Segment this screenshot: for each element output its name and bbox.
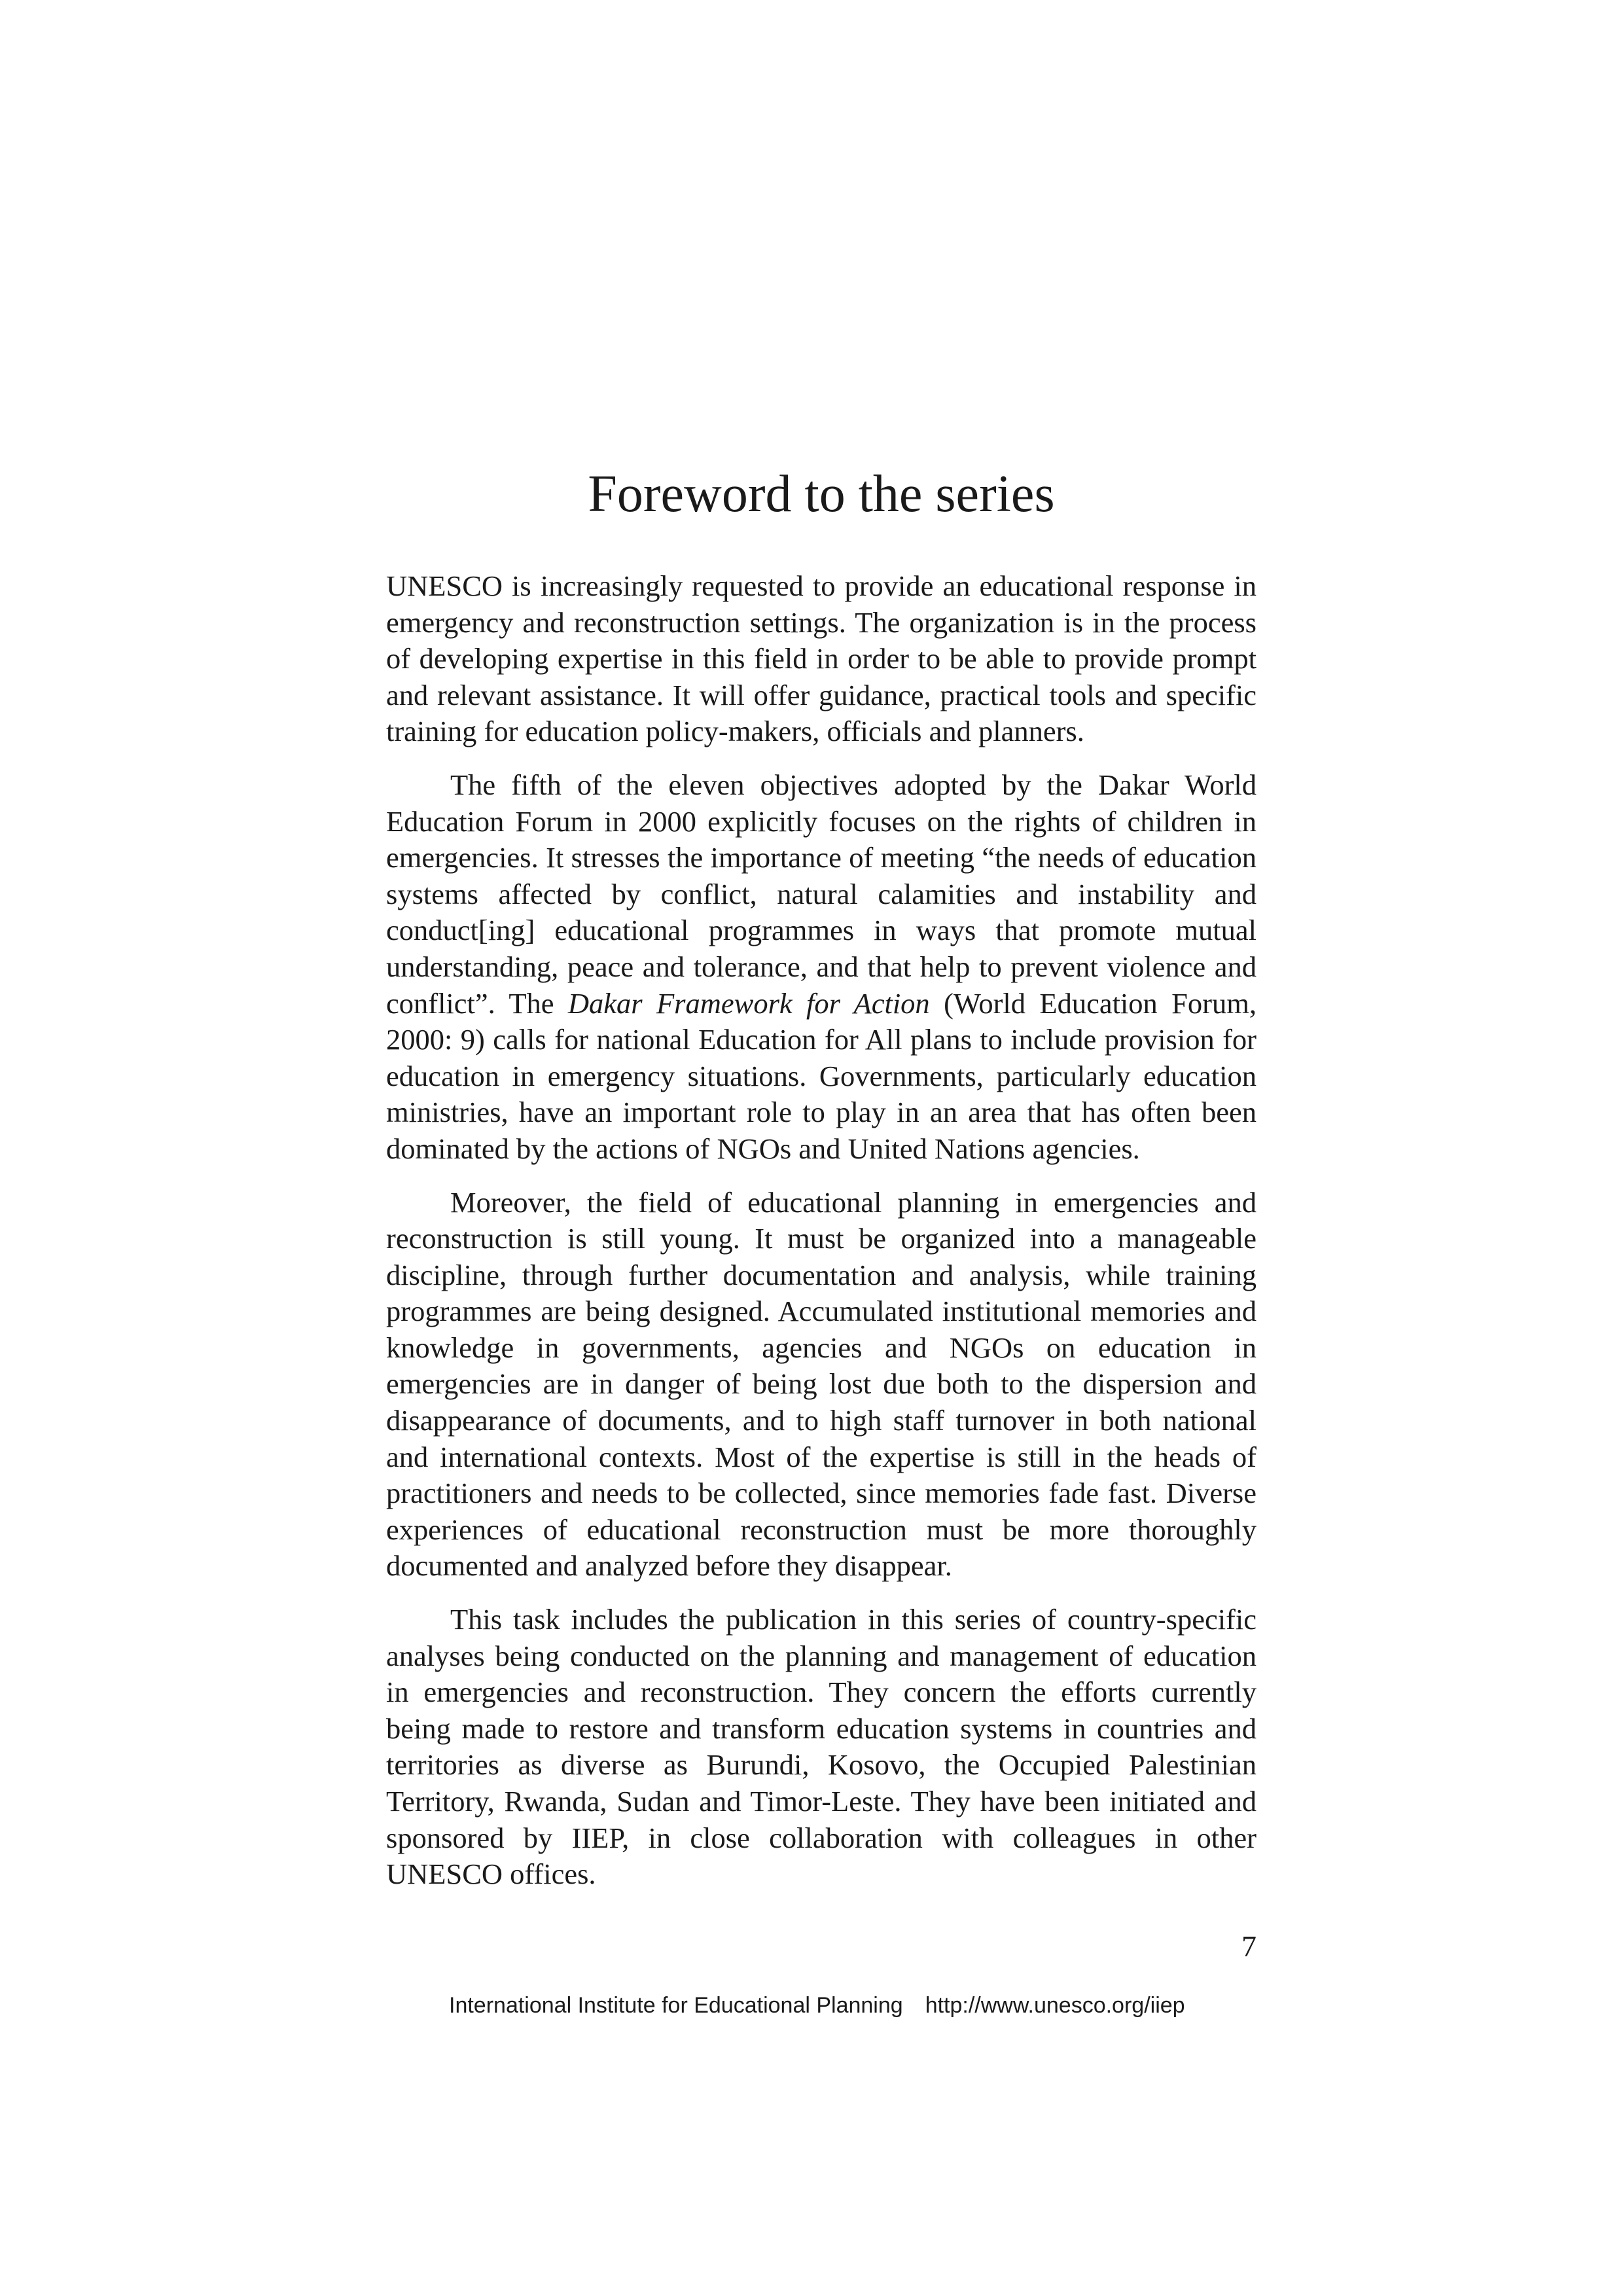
footer-institute: International Institute for Educational Planning [449,1993,903,2018]
footer-url-link[interactable]: http://www.unesco.org/iiep [925,1993,1185,2018]
page-number: 7 [1241,1929,1257,1963]
paragraph-2-text-after: (World Education Forum, 2000: 9) calls for national Education for All plans to include provision for education in emergency situations. Governments, particularly education ministries, have an important role to play in an area that has often been dominated by the actions of NGOs and United Nations agencies. [386,986,1257,1165]
page-title: Foreword to the series [588,465,1055,523]
paragraph-4: This task includes the publication in this series of country-specific analyses being conducted on the planning and management of education in emergencies and reconstruction. They concern the efforts currently being made to restore and transform education systems in countries and territories as diverse as Burundi, Kosovo, the Occupied Palestinian Territory, Rwanda, Sudan and Timor-Leste. They have been initiated and sponsored by IIEP, in close collaboration with colleagues in other UNESCO offices. [386,1603,1257,1891]
paragraph-2-text-before: The fifth of the eleven objectives adopted by the Dakar World Education Forum in 2000 explicitly focuses on the rights of children in emergencies. It stresses the importance of meeting “the needs of education systems affected by conflict, natural calamities and instability and conduct[ing] educational programmes in ways that promote mutual understanding, peace and tolerance, and that help to prevent violence and conflict”. The [386,768,1257,1020]
paragraph-2 [386,767,1257,1168]
paragraph-1: UNESCO is increasingly requested to provide an educational response in emergency and reconstruction settings. The organization is in the process of developing expertise in this field in order to be able to provide prompt and relevant assistance. It will offer guidance, practical tools and specific training for education policy-makers, officials and planners. [386,569,1257,748]
paragraph-3: Moreover, the field of educational planning in emergencies and reconstruction is still young. It must be organized into a manageable discipline, through further documentation and analysis, while training programmes are being designed. Accumulated institutional memories and knowledge in governments, agencies and NGOs on education in emergencies are in danger of being lost due both to the dispersion and disappearance of documents, and to high staff turnover in both national and international contexts. Most of the expertise is still in the heads of practitioners and needs to be collected, since memories fade fast. Diverse experiences of educational reconstruction must be more thoroughly documented and analyzed before they disappear. [386,1185,1257,1583]
body-text [386,568,1257,1910]
footer [449,1991,1234,2020]
paragraph-2-italic-title: Dakar Framework for Action [567,986,930,1020]
